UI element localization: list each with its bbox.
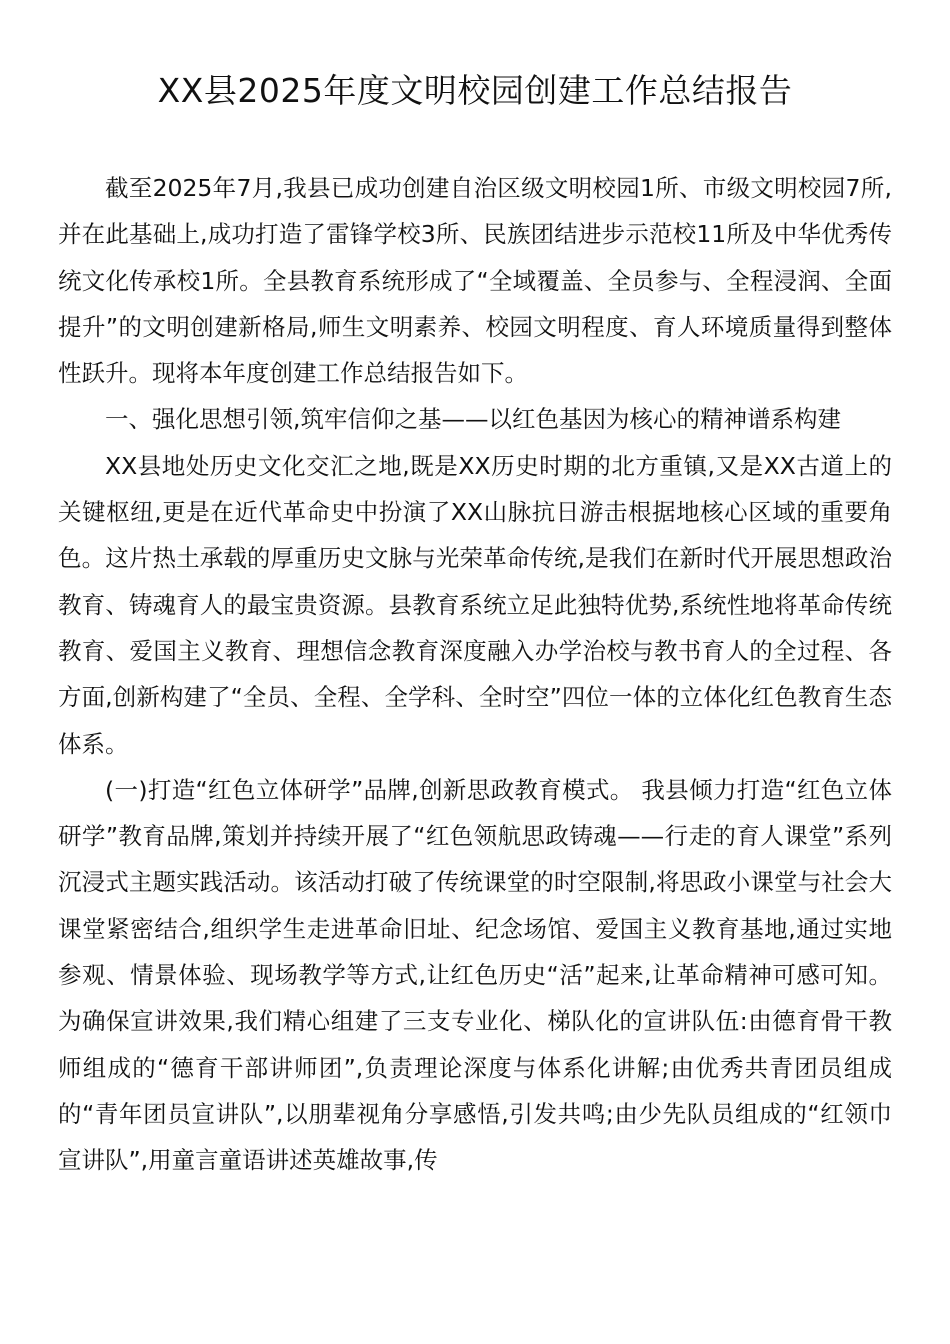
document-title: XX县2025年度文明校园创建工作总结报告 [157, 71, 793, 110]
body-paragraph: XX县地处历史文化交汇之地,既是XX历史时期的北方重镇,又是XX古道上的关键枢纽,更是在近代革命史中扮演了XX山脉抗日游击根据地核心区域的重要角色。这片热土承载的厚重历史文脉与光荣革命传统,是我们在新时代开展思想政治教育、铸魂育人的最宝贵资源。县教育系统立足此独特优势,系统性地将革命传统教育、爱国主义教育、理想信念教育深度融入办学治校与教书育人的全过程、各方面,创新构建了“全员、全程、全学科、全时空”四位一体的立体化红色教育生态体系。 [58, 451, 892, 758]
intro-paragraph: 截至2025年7月,我县已成功创建自治区级文明校园1所、市级文明校园7所,并在此基础上,成功打造了雷锋学校3所、民族团结进步示范校11所及中华优秀传统文化传承校1所。全县教育系统形成了“全域覆盖、全员参与、全程浸润、全面提升”的文明创建新格局,师生文明素养、校园文明程度、育人环境质量得到整体性跃升。现将本年度创建工作总结报告如下。 [58, 174, 892, 388]
document-body [58, 165, 892, 1184]
section-heading-1: 一、强化思想引领,筑牢信仰之基——以红色基因为核心的精神谱系构建 [105, 405, 841, 434]
body-paragraph: (一)打造“红色立体研学”品牌,创新思政教育模式。 我县倾力打造“红色立体研学”教育品牌,策划并持续开展了“红色领航思政铸魂——行走的育人课堂”系列沉浸式主题实践活动。该活动打破了传统课堂的时空限制,将思政小课堂与社会大课堂紧密结合,组织学生走进革命旧址、纪念场馆、爱国主义教育基地,通过实地参观、情景体验、现场教学等方式,让红色历史“活”起来,让革命精神可感可知。为确保宣讲效果,我们精心组建了三支专业化、梯队化的宣讲队伍:由德育骨干教师组成的“德育干部讲师团”,负责理论深度与体系化讲解;由优秀共青团员组成的“青年团员宣讲队”,以朋辈视角分享感悟,引发共鸣;由少先队员组成的“红领巾宣讲队”,用童言童语讲述英雄故事,传 [58, 775, 892, 1175]
